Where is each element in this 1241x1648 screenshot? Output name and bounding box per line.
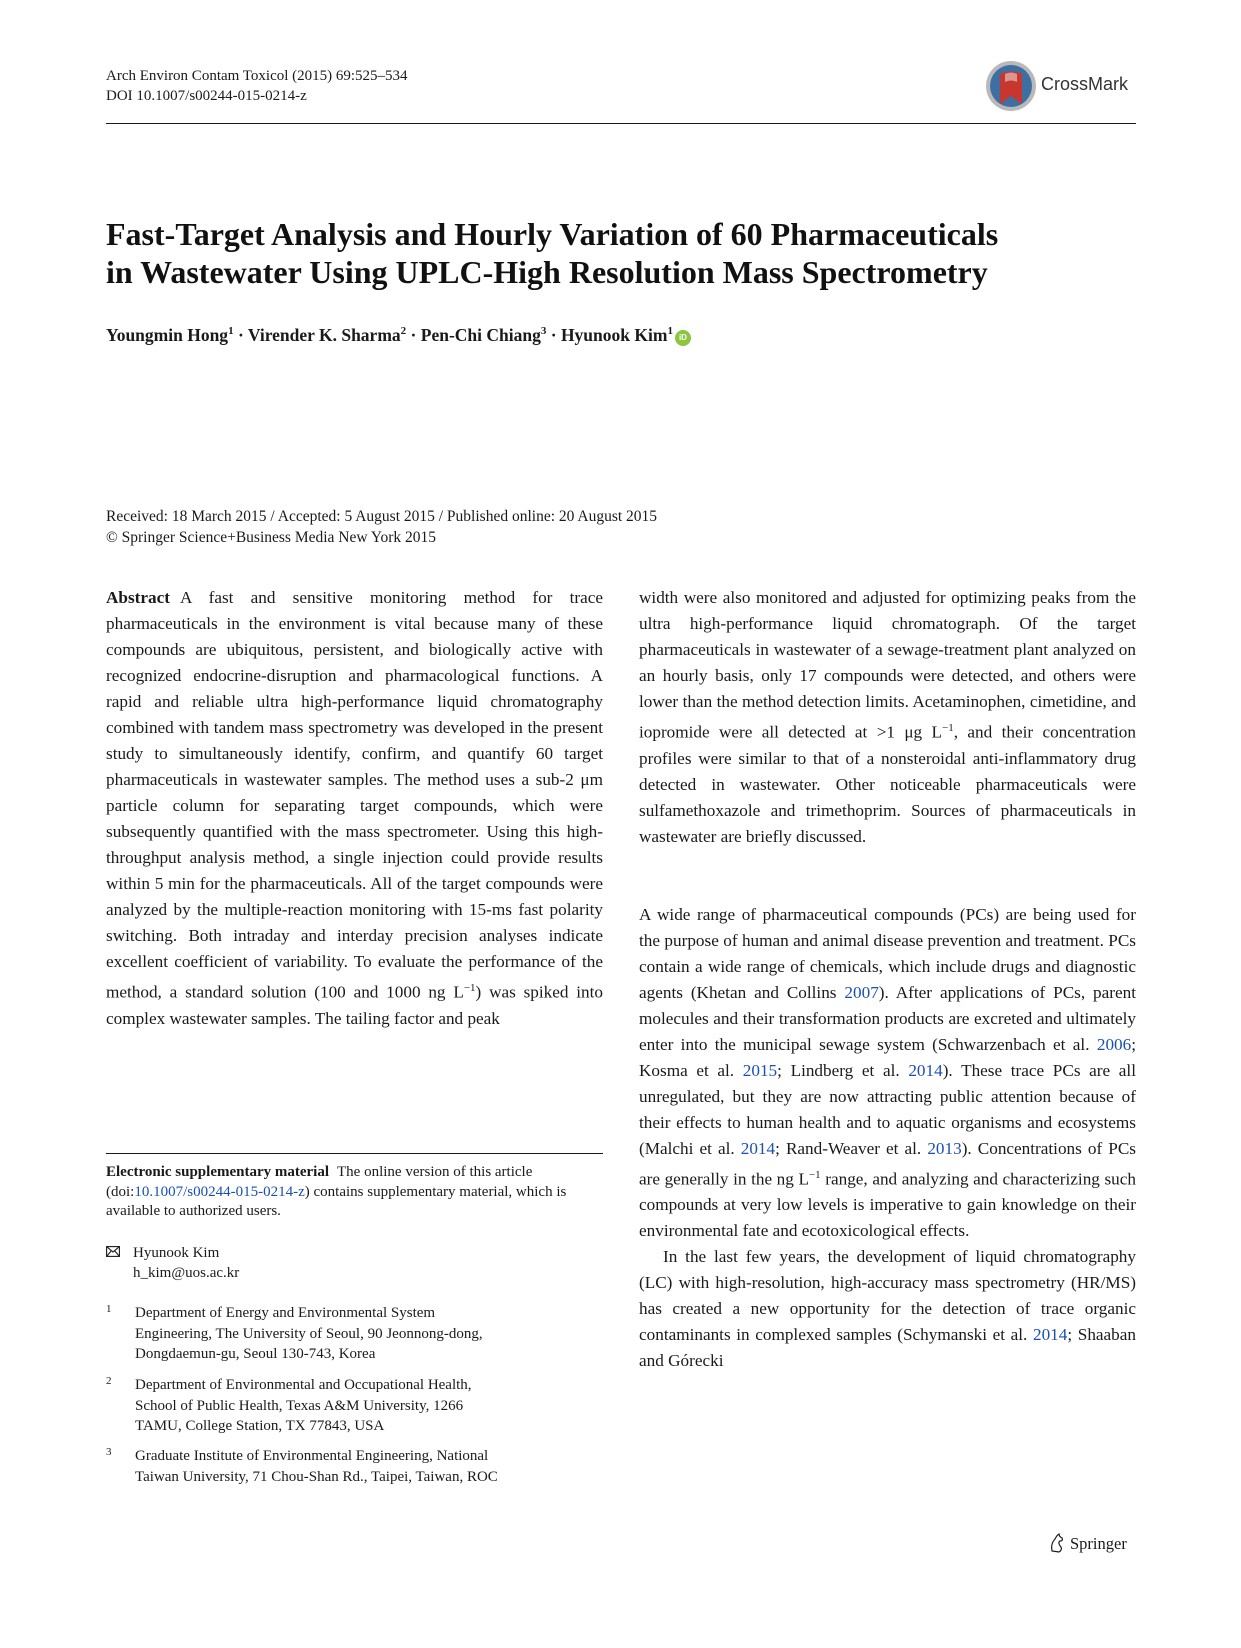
crossmark-badge[interactable]: [985, 60, 1137, 118]
title-line-2: in Wastewater Using UPLC-High Resolution Mass Spectrometry: [106, 254, 988, 290]
citation-link[interactable]: 2014: [740, 1138, 776, 1158]
copyright: © Springer Science+Business Media New York 2015: [106, 529, 437, 546]
doi-link[interactable]: 10.1007/s00244-015-0214-z: [134, 1183, 305, 1200]
affiliation-line: TAMU, College Station, TX 77843, USA: [135, 1418, 385, 1434]
citation-link[interactable]: 2007: [844, 982, 879, 1002]
affiliation-line: Engineering, The University of Seoul, 90 Jeonnong-dong,: [135, 1325, 483, 1342]
supplementary-note: [106, 1163, 603, 1222]
intro-text: ). After applications of PCs, parent molecules and their transformation products are excreted and ultimately enter into the municipal sewage system (Schwarzenbach et al.: [639, 982, 1137, 1054]
affiliation-line: Graduate Institute of Environmental Engineering, National: [135, 1448, 489, 1464]
abstract-continued: [639, 585, 1136, 850]
intro-paragraph-1: [639, 902, 1136, 1245]
abstract-text: , and their concentration profiles were similar to that of a nonsteroidal anti-inflammatory drug detected in wastewater. Other noticeable pharmaceuticals were sulfamethoxazole and trimethoprim. Sources of pharmaceuticals in wastewater are briefly discussed.: [639, 722, 1136, 846]
envelope-icon: [106, 1243, 126, 1263]
intro-text: In the last few years, the development of liquid chromatography (LC) with high-resolution, high-accuracy mass spectrometry (HR/MS) has created a new opportunity for the detection of trace organic contaminants in complexed samples (Schymanski et al.: [639, 1247, 1136, 1345]
author-name[interactable]: Virender K. Sharma: [247, 325, 401, 345]
affiliation-line: Taiwan University, 71 Chou-Shan Rd., Taipei, Taiwan, ROC: [135, 1468, 498, 1485]
publisher-name: Springer: [1070, 1534, 1127, 1553]
doi[interactable]: DOI 10.1007/s00244-015-0214-z: [106, 88, 307, 104]
author-affil-mark: 1: [228, 325, 234, 338]
affiliation-1: [106, 1303, 603, 1365]
article-title: [106, 215, 1086, 291]
superscript: −1: [463, 982, 476, 994]
superscript: −1: [808, 1168, 821, 1181]
abstract-label: Abstract: [106, 588, 170, 607]
affiliation-2: [106, 1375, 603, 1437]
citation-link[interactable]: 2015: [742, 1060, 778, 1080]
footnote-divider: [106, 1153, 603, 1154]
affiliation-line: Dongdaemun-gu, Seoul 130-743, Korea: [135, 1346, 376, 1362]
intro-text: ; Shaaban and Górecki: [639, 1325, 1136, 1371]
abstract-column: [106, 585, 603, 1032]
author-affil-mark: 1: [667, 325, 673, 338]
affiliation-line: School of Public Health, Texas A&M University, 1266: [135, 1397, 464, 1414]
article-history: [106, 506, 657, 548]
author-name[interactable]: Hyunook Kim: [560, 325, 668, 345]
superscript: −1: [942, 722, 954, 734]
journal-citation: Arch Environ Contam Toxicol (2015) 69:525–534: [106, 68, 408, 84]
intro-text: ). Concentrations of PCs are generally in the ng L: [639, 1138, 1136, 1189]
abstract-paragraph: [106, 585, 603, 1032]
intro-text: ; Kosma et al.: [639, 1034, 1136, 1080]
intro-text: ). These trace PCs are all unregulated, but they are now attracting public attention because of their effects to human health and to aquatic organisms and ecosystems (Malchi et al.: [639, 1060, 1136, 1158]
author-affil-mark: 2: [400, 325, 407, 338]
citation-link[interactable]: 2014: [1032, 1325, 1068, 1345]
abstract-text: A fast and sensitive monitoring method for trace pharmaceuticals in the environment is vital because many of these compounds are ubiquitous, persistent, and biologically active with recognized endocrine-disruption and pharmacological functions. A rapid and reliable ultra high-performance liquid chromatography combined with tandem mass spectrometry was developed in the present study to simultaneously identify, confirm, and quantify 60 target pharmaceuticals in wastewater samples. The method uses a sub-2 μm particle column for separating target compounds, which were subsequently quantified with the mass spectrometer. Using this high-throughput analysis method, a single injection could provide results within 5 min for the pharmaceuticals. All of the target compounds were analyzed by the multiple-reaction monitoring with 15-ms fast polarity switching. Both intraday and interday precision analyses indicate excellent coefficient of variability. To evaluate the performance of the method, a standard solution (100 and 1000 ng L: [106, 588, 603, 1002]
author-affil-mark: 3: [540, 325, 547, 338]
citation-link[interactable]: 2013: [927, 1138, 962, 1158]
affiliation-number: 2: [106, 1375, 112, 1387]
esm-label: Electronic supplementary material: [106, 1164, 330, 1180]
received-accepted-published: Received: 18 March 2015 / Accepted: 5 August 2015 / Published online: 20 August 2015: [106, 508, 658, 525]
crossmark-icon: [985, 60, 1037, 112]
citation-link[interactable]: 2014: [908, 1060, 943, 1080]
author-name[interactable]: Youngmin Hong: [106, 325, 229, 345]
affiliation-line: Department of Energy and Environmental System: [135, 1305, 436, 1321]
contact-email[interactable]: h_kim@uos.ac.kr: [133, 1265, 240, 1281]
affiliation-number: 1: [106, 1303, 112, 1315]
corresponding-author: [106, 1243, 239, 1283]
author-separator: ·: [233, 325, 248, 345]
affiliation-3: [106, 1446, 603, 1488]
esm-text: The online version of this article (doi:: [106, 1164, 533, 1200]
intro-text: A wide range of pharmaceutical compounds (PCs) are being used for the purpose of human and animal disease prevention and treatment. PCs contain a wide range of chemicals, which include drugs and diagnostic agents (Khetan and Collins: [639, 904, 1136, 1002]
author-list: [106, 325, 691, 346]
affiliation-line: Department of Environmental and Occupational Health,: [135, 1377, 472, 1393]
abstract-text: width were also monitored and adjusted for optimizing peaks from the ultra high-performance liquid chromatograph. Of the target pharmaceuticals in wastewater of a sewage-treatment plant analyzed on an hourly basis, only 17 compounds were detected, and others were lower than the method detection limits. Acetaminophen, cimetidine, and iopromide were all detected at >1 μg L: [639, 588, 1136, 742]
author-separator: ·: [406, 325, 421, 345]
intro-text: ; Lindberg et al.: [777, 1060, 909, 1080]
author-name[interactable]: Pen-Chi Chiang: [420, 325, 541, 345]
abstract-text: ) was spiked into complex wastewater samples. The tailing factor and peak: [106, 982, 603, 1028]
intro-paragraph-2: [639, 1244, 1136, 1374]
citation-link[interactable]: 2006: [1096, 1034, 1132, 1054]
header-divider: [106, 123, 1136, 124]
intro-text: range, and analyzing and characterizing such compounds at very low levels is imperative to gain knowledge on their environmental fate and ecotoxicological effects.: [639, 1169, 1136, 1241]
right-column: [639, 585, 1136, 1374]
intro-text: ; Rand-Weaver et al.: [775, 1138, 928, 1158]
crossmark-label: CrossMark: [1041, 74, 1129, 94]
springer-horse-icon: [1048, 1533, 1066, 1553]
publisher-logo: [1048, 1533, 1127, 1554]
journal-header: [106, 66, 408, 106]
orcid-icon[interactable]: iD: [675, 330, 691, 346]
title-line-1: Fast-Target Analysis and Hourly Variation of 60 Pharmaceuticals: [106, 216, 999, 252]
contact-name: Hyunook Kim: [133, 1245, 220, 1261]
author-separator: ·: [546, 325, 561, 345]
esm-text: ) contains supplementary material, which is available to authorized users.: [106, 1183, 567, 1219]
affiliation-number: 3: [106, 1446, 112, 1458]
